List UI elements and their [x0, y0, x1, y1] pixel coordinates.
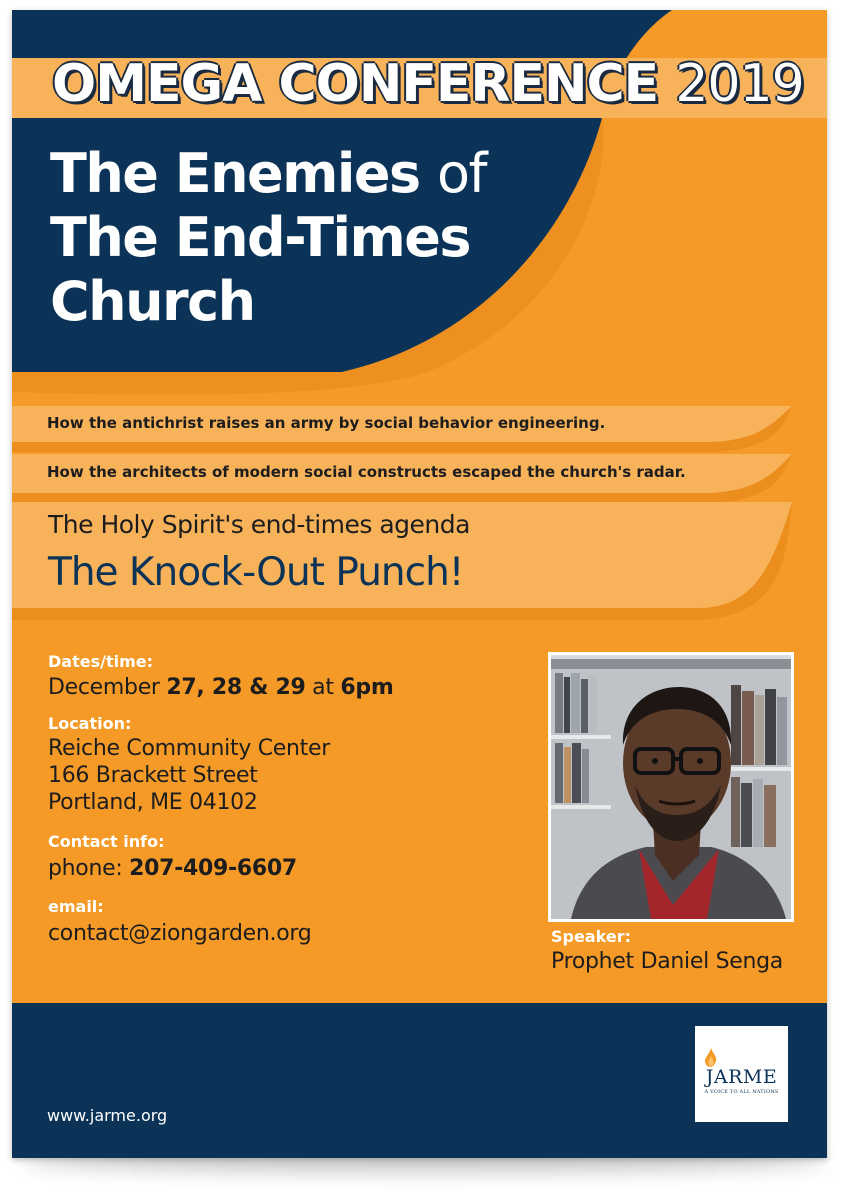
speaker-photo — [548, 652, 794, 922]
logo-wordmark: JARME — [705, 1066, 778, 1088]
flame-icon — [703, 1048, 719, 1068]
website-link[interactable]: www.jarme.org — [47, 1106, 168, 1125]
dates-time: 6pm — [340, 675, 394, 700]
title-line-1-main: The Enemies — [50, 142, 420, 205]
dates-prefix: December — [48, 675, 160, 700]
email-value[interactable]: contact@ziongarden.org — [48, 921, 312, 946]
conference-banner-title — [52, 54, 804, 114]
phone-number[interactable]: 207-409-6607 — [129, 856, 297, 881]
point-2-text: How the architects of modern social constructs escaped the church's radar. — [47, 463, 686, 481]
dates-days: 27, 28 & 29 — [166, 675, 306, 700]
title-line-3: Church — [50, 270, 255, 333]
dates-label: Dates/time: — [48, 652, 153, 671]
speaker-label: Speaker: — [551, 927, 631, 946]
location-line-1: Reiche Community Center — [48, 736, 330, 761]
contact-label: Contact info: — [48, 832, 165, 851]
poster — [12, 10, 827, 1158]
title-line-2: The End-Times — [50, 206, 471, 269]
speaker-name: Prophet Daniel Senga — [551, 949, 783, 974]
speaker-portrait — [551, 655, 791, 919]
page-title — [50, 142, 486, 334]
phone-prefix: phone: — [48, 856, 123, 881]
title-line-1-of: of — [437, 142, 487, 205]
location-line-3: Portland, ME 04102 — [48, 790, 258, 815]
location-line-2: 166 Brackett Street — [48, 763, 258, 788]
location-label: Location: — [48, 714, 132, 733]
banner-main-text: OMEGA CONFERENCE — [52, 54, 659, 114]
agenda-headline: The Knock-Out Punch! — [48, 550, 464, 595]
dates-at: at — [312, 675, 334, 700]
agenda-subtitle: The Holy Spirit's end-times agenda — [48, 510, 470, 539]
email-label: email: — [48, 897, 104, 916]
point-1-text: How the antichrist raises an army by social behavior engineering. — [47, 414, 606, 432]
title-line-1 — [50, 142, 486, 206]
logo-tagline: A VOICE TO ALL NATIONS — [704, 1089, 779, 1095]
banner-year-text: 2019 — [675, 54, 804, 114]
dates-value — [48, 674, 393, 701]
phone-line — [48, 855, 297, 882]
jarme-logo — [695, 1026, 788, 1122]
